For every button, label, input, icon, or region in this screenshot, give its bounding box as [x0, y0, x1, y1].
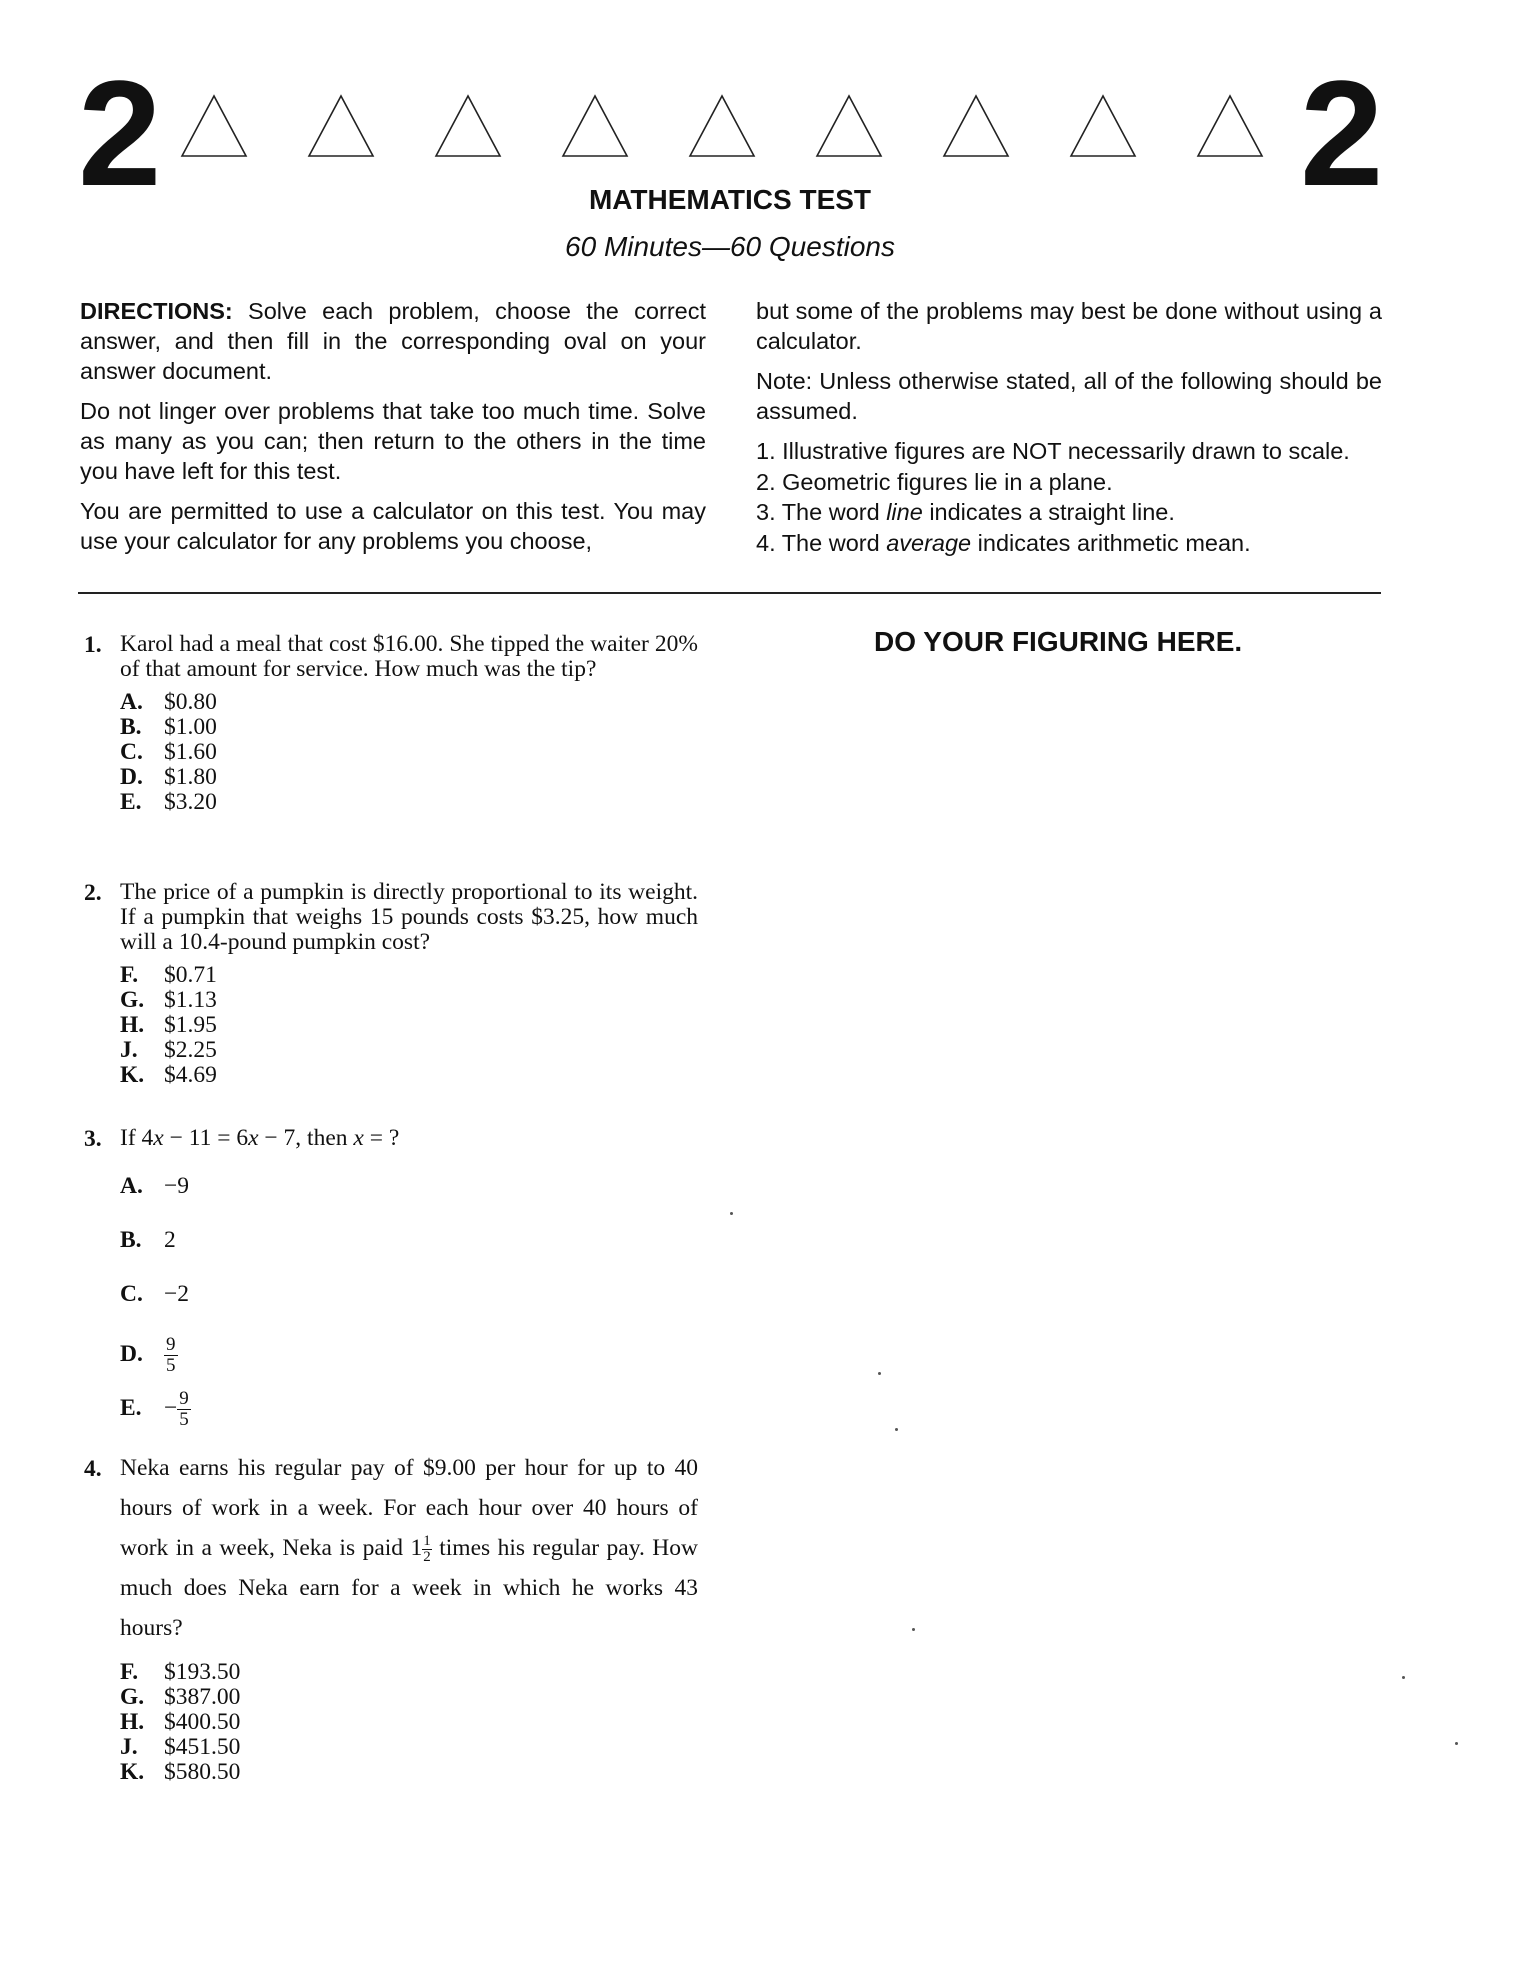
answer-option[interactable]: G. $1.13 [120, 987, 217, 1013]
question-1 [84, 632, 698, 815]
section-divider [78, 592, 1381, 594]
question-text: The price of a pumpkin is directly proportional to its weight. If a pumpkin that weighs 15 pounds costs $3.25, how much will a 10.4-pound pumpkin cost? [120, 879, 698, 955]
triangle-icon [690, 96, 754, 156]
scan-speck [878, 1372, 881, 1375]
section-number-right: 2 [1300, 49, 1384, 217]
triangle-icon [817, 96, 881, 156]
question-text: Neka earns his regular pay of $9.00 per hour for up to 40 hours of work in a week. For each hour over 40 hours of work in a week, Neka is paid 1 $\frac{1}{2}$ times his regular pay. How much does Neka earn for a week in which he works 43 hours? [120, 1455, 698, 1641]
directions-paragraph-4: but some of the problems may best be done without using a calculator. [756, 298, 1382, 354]
directions-label: DIRECTIONS: [80, 298, 233, 324]
question-number: 2. [84, 880, 102, 906]
question-number: 4. [84, 1456, 102, 1482]
answer-option[interactable]: A. −9 [120, 1173, 190, 1199]
assumption-item: 1. Illustrative figures are NOT necessarily drawn to scale. [756, 438, 1350, 464]
question-number: 3. [84, 1126, 102, 1152]
answer-option[interactable]: D. $\frac{9}{5}$ [120, 1334, 176, 1376]
answer-option[interactable]: C. $1.60 [120, 739, 217, 765]
section-number-left: 2 [78, 49, 162, 217]
answer-option[interactable]: J. $451.50 [120, 1734, 241, 1760]
triangle-icon [182, 96, 246, 156]
triangle-icon [1198, 96, 1262, 156]
scan-speck [730, 1212, 733, 1215]
answer-options [120, 1660, 698, 1785]
answer-option[interactable]: D. $1.80 [120, 764, 217, 790]
test-subtitle: 60 Minutes—60 Questions [565, 231, 895, 262]
scan-speck [1455, 1742, 1458, 1745]
triangle-icon [563, 96, 627, 156]
answer-option[interactable]: K. $580.50 [120, 1759, 241, 1785]
fraction: $\frac{9}{5}$ [166, 1334, 176, 1376]
triangle-icon [944, 96, 1008, 156]
answer-option[interactable]: B. $1.00 [120, 714, 217, 740]
answer-option[interactable]: E. $3.20 [120, 789, 217, 815]
directions-paragraph-3: You are permitted to use a calculator on this test. You may use your calculator for any problems you choose, [80, 498, 706, 554]
question-text: Karol had a meal that cost $16.00. She tipped the waiter 20% of that amount for service. How much was the tip? [120, 631, 698, 682]
answer-options [120, 690, 698, 815]
question-2 [84, 880, 698, 1088]
triangle-icon [309, 96, 373, 156]
scan-speck [912, 1628, 915, 1631]
fraction: $\frac{9}{5}$ [179, 1388, 189, 1430]
assumption-item: 4. The word average indicates arithmetic mean. [756, 529, 1251, 556]
answer-option[interactable]: E. − $\frac{9}{5}$ [120, 1388, 189, 1430]
directions-paragraph-1 [80, 296, 706, 386]
directions-right-column [756, 296, 1382, 558]
figuring-label: DO YOUR FIGURING HERE. [874, 626, 1243, 657]
fraction: $\frac{1}{2}$ [423, 1533, 431, 1566]
answer-options [120, 963, 698, 1088]
triangle-row [178, 92, 1268, 162]
directions-note: Note: Unless otherwise stated, all of the following should be assumed. [756, 368, 1382, 424]
directions-text-1: Solve each problem, choose the correct answer, and then fill in the corresponding oval on your answer document. [80, 298, 706, 384]
question-text: If 4x − 11 = 6x − 7, then x = ? [120, 1125, 400, 1151]
answer-option[interactable]: G. $387.00 [120, 1684, 241, 1710]
directions-paragraph-2: Do not linger over problems that take too much time. Solve as many as you can; then return to the others in the time you have left for this test. [80, 398, 706, 484]
answer-option[interactable]: H. $1.95 [120, 1012, 217, 1038]
scan-speck [895, 1428, 898, 1431]
answer-option[interactable]: B. 2 [120, 1227, 176, 1253]
answer-option[interactable]: A. $0.80 [120, 689, 217, 715]
scan-speck [1402, 1676, 1405, 1679]
answer-options [120, 1173, 698, 1443]
assumption-item: 3. The word line indicates a straight line. [756, 499, 1175, 525]
triangle-icon [1071, 96, 1135, 156]
answer-option[interactable]: K. $4.69 [120, 1062, 217, 1088]
assumptions-list [756, 436, 1382, 558]
question-number: 1. [84, 632, 102, 658]
answer-option[interactable]: H. $400.50 [120, 1709, 241, 1735]
triangle-icon [436, 96, 500, 156]
question-3 [84, 1126, 698, 1443]
test-title: MATHEMATICS TEST [588, 184, 872, 215]
answer-option[interactable]: C. −2 [120, 1281, 190, 1307]
answer-option[interactable]: F. $193.50 [120, 1659, 241, 1685]
answer-option[interactable]: J. $2.25 [120, 1037, 217, 1063]
assumption-item: 2. Geometric figures lie in a plane. [756, 468, 1113, 495]
answer-option[interactable]: F. $0.71 [120, 962, 217, 988]
directions-left-column [80, 296, 706, 566]
question-4 [84, 1456, 698, 1785]
